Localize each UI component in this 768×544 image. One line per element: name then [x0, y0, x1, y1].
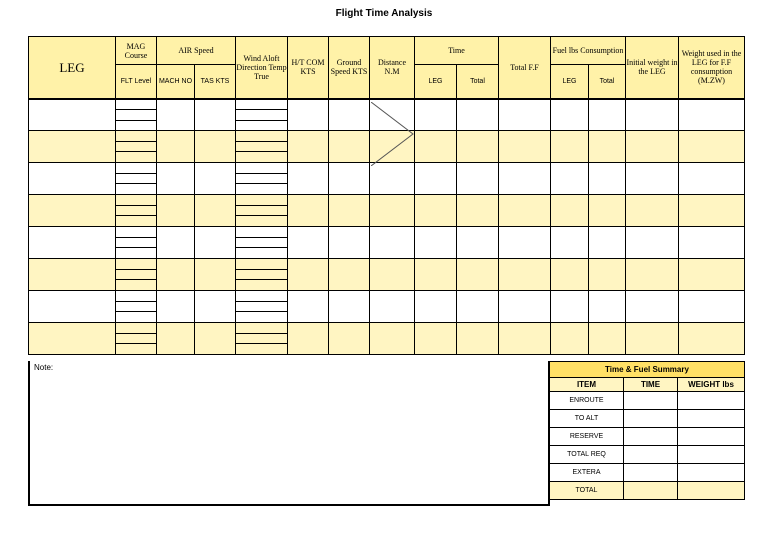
leg-cell[interactable] — [29, 291, 116, 323]
leg-cell[interactable] — [116, 163, 157, 195]
leg-cell[interactable] — [457, 291, 499, 323]
note-label: Note: — [34, 363, 54, 372]
leg-row — [29, 259, 745, 291]
leg-row — [29, 195, 745, 227]
leg-row — [29, 99, 745, 131]
leg-cell[interactable] — [551, 99, 589, 131]
header-fuel-leg: LEG — [551, 65, 589, 99]
leg-cell[interactable] — [116, 259, 157, 291]
leg-cell[interactable] — [329, 163, 370, 195]
leg-cell[interactable] — [116, 195, 157, 227]
leg-cell[interactable] — [551, 131, 589, 163]
summary-col-time: TIME — [624, 378, 678, 392]
leg-row — [29, 163, 745, 195]
leg-cell[interactable] — [288, 195, 329, 227]
leg-cell[interactable] — [457, 259, 499, 291]
leg-cell[interactable] — [157, 99, 195, 131]
summary-time-cell[interactable] — [624, 482, 678, 500]
leg-cell[interactable] — [499, 195, 551, 227]
leg-cell[interactable] — [288, 163, 329, 195]
leg-cell[interactable] — [589, 99, 626, 131]
leg-cell[interactable] — [157, 195, 195, 227]
leg-cell[interactable] — [370, 227, 415, 259]
leg-cell[interactable] — [329, 195, 370, 227]
leg-cell[interactable] — [499, 323, 551, 355]
leg-cell[interactable] — [415, 131, 457, 163]
leg-cell[interactable] — [457, 227, 499, 259]
summary-weight-cell[interactable] — [678, 392, 745, 410]
leg-cell[interactable] — [236, 227, 288, 259]
header-time-total: Total — [457, 65, 499, 99]
leg-cell[interactable] — [626, 99, 679, 131]
leg-cell[interactable] — [415, 163, 457, 195]
leg-cell[interactable] — [589, 227, 626, 259]
leg-cell[interactable] — [195, 323, 236, 355]
header-air-speed: AIR Speed — [157, 37, 236, 65]
page-title: Flight Time Analysis — [335, 8, 433, 19]
header-time: Time — [415, 37, 499, 65]
flight-time-table — [28, 36, 745, 355]
leg-cell[interactable] — [195, 131, 236, 163]
header-ht-com: H/T COM KTS — [288, 37, 329, 99]
leg-cell[interactable] — [157, 323, 195, 355]
leg-cell[interactable] — [679, 99, 745, 131]
leg-cell[interactable] — [157, 259, 195, 291]
summary-item-label: TOTAL REQ — [550, 446, 624, 464]
leg-cell[interactable] — [195, 195, 236, 227]
header-wind-aloft: Wind Aloft Direction Temp True — [236, 37, 288, 99]
leg-cell[interactable] — [370, 259, 415, 291]
leg-cell[interactable] — [116, 99, 157, 131]
leg-cell[interactable] — [288, 291, 329, 323]
leg-cell[interactable] — [589, 195, 626, 227]
leg-row — [29, 131, 745, 163]
leg-cell[interactable] — [29, 99, 116, 131]
summary-rows — [550, 392, 745, 500]
leg-cell[interactable] — [329, 99, 370, 131]
leg-cell[interactable] — [457, 131, 499, 163]
summary-item-label: ENROUTE — [550, 392, 624, 410]
leg-row — [29, 227, 745, 259]
leg-row — [29, 291, 745, 323]
leg-cell[interactable] — [679, 131, 745, 163]
leg-cell[interactable] — [589, 291, 626, 323]
summary-row — [550, 410, 745, 428]
leg-cell[interactable] — [29, 323, 116, 355]
summary-row — [550, 446, 745, 464]
leg-cell[interactable] — [415, 323, 457, 355]
summary-row — [550, 482, 745, 500]
leg-rows — [29, 99, 745, 355]
summary-item-label: RESERVE — [550, 428, 624, 446]
summary-col-weight: WEIGHT lbs — [678, 378, 745, 392]
leg-cell[interactable] — [415, 291, 457, 323]
leg-cell[interactable] — [329, 131, 370, 163]
leg-cell[interactable] — [236, 131, 288, 163]
leg-cell[interactable] — [589, 163, 626, 195]
leg-cell[interactable] — [288, 227, 329, 259]
summary-time-cell[interactable] — [624, 464, 678, 482]
leg-cell[interactable] — [499, 227, 551, 259]
summary-time-cell[interactable] — [624, 428, 678, 446]
header-leg: LEG — [29, 37, 116, 99]
header-mach-no: MACH NO — [157, 65, 195, 99]
leg-cell[interactable] — [370, 131, 415, 163]
leg-cell[interactable] — [29, 195, 116, 227]
leg-cell[interactable] — [551, 195, 589, 227]
leg-cell[interactable] — [236, 259, 288, 291]
leg-row — [29, 323, 745, 355]
summary-weight-cell[interactable] — [678, 428, 745, 446]
leg-cell[interactable] — [195, 227, 236, 259]
leg-cell[interactable] — [551, 259, 589, 291]
leg-cell[interactable] — [236, 163, 288, 195]
leg-cell[interactable] — [329, 291, 370, 323]
leg-cell[interactable] — [499, 99, 551, 131]
leg-cell[interactable] — [116, 227, 157, 259]
leg-cell[interactable] — [551, 291, 589, 323]
leg-cell[interactable] — [195, 259, 236, 291]
leg-cell[interactable] — [551, 227, 589, 259]
summary-weight-cell[interactable] — [678, 464, 745, 482]
leg-cell[interactable] — [457, 99, 499, 131]
leg-cell[interactable] — [499, 131, 551, 163]
leg-cell[interactable] — [157, 131, 195, 163]
leg-cell[interactable] — [370, 195, 415, 227]
leg-cell[interactable] — [457, 323, 499, 355]
leg-cell[interactable] — [589, 131, 626, 163]
leg-cell[interactable] — [370, 323, 415, 355]
summary-row — [550, 392, 745, 410]
leg-cell[interactable] — [415, 227, 457, 259]
leg-cell[interactable] — [195, 99, 236, 131]
leg-cell[interactable] — [679, 195, 745, 227]
leg-cell[interactable] — [415, 195, 457, 227]
leg-cell[interactable] — [29, 131, 116, 163]
header-initial-weight: Initial weight in the LEG — [626, 37, 679, 99]
leg-cell[interactable] — [288, 259, 329, 291]
leg-cell[interactable] — [370, 291, 415, 323]
leg-cell[interactable] — [195, 163, 236, 195]
leg-cell[interactable] — [288, 131, 329, 163]
summary-time-cell[interactable] — [624, 392, 678, 410]
leg-cell[interactable] — [370, 163, 415, 195]
header-fuel-consumption: Fuel lbs Consumption — [551, 37, 626, 65]
leg-cell[interactable] — [329, 259, 370, 291]
leg-cell[interactable] — [29, 227, 116, 259]
summary-time-cell[interactable] — [624, 446, 678, 464]
time-fuel-summary — [549, 361, 745, 500]
leg-cell[interactable] — [116, 131, 157, 163]
leg-cell[interactable] — [157, 163, 195, 195]
leg-cell[interactable] — [236, 291, 288, 323]
leg-cell[interactable] — [679, 291, 745, 323]
leg-cell[interactable] — [236, 195, 288, 227]
summary-time-cell[interactable] — [624, 410, 678, 428]
leg-cell[interactable] — [499, 259, 551, 291]
leg-cell[interactable] — [626, 163, 679, 195]
leg-cell[interactable] — [415, 259, 457, 291]
leg-cell[interactable] — [329, 227, 370, 259]
leg-cell[interactable] — [626, 195, 679, 227]
leg-cell[interactable] — [236, 323, 288, 355]
header-weight-used: Weight used in the LEG for F.F consumption (M.ZW) — [679, 37, 745, 99]
header-tas-kts: TAS KTS — [195, 65, 236, 99]
leg-cell[interactable] — [626, 323, 679, 355]
leg-cell[interactable] — [589, 259, 626, 291]
leg-cell[interactable] — [626, 227, 679, 259]
leg-cell[interactable] — [116, 323, 157, 355]
leg-cell[interactable] — [551, 323, 589, 355]
summary-weight-cell[interactable] — [678, 482, 745, 500]
summary-item-label: TOTAL — [550, 482, 624, 500]
leg-cell[interactable] — [157, 291, 195, 323]
leg-cell[interactable] — [370, 99, 415, 131]
leg-cell[interactable] — [679, 227, 745, 259]
leg-cell[interactable] — [626, 291, 679, 323]
note-area[interactable] — [28, 361, 550, 506]
leg-cell[interactable] — [195, 291, 236, 323]
leg-cell[interactable] — [679, 323, 745, 355]
header-total-ff: Total F.F — [499, 37, 551, 99]
summary-col-item: ITEM — [550, 378, 624, 392]
summary-item-label: EXTERA — [550, 464, 624, 482]
leg-cell[interactable] — [288, 99, 329, 131]
header-flt-level: FLT Level — [116, 65, 157, 99]
summary-item-label: TO ALT — [550, 410, 624, 428]
leg-cell[interactable] — [679, 163, 745, 195]
leg-cell[interactable] — [626, 259, 679, 291]
leg-cell[interactable] — [29, 163, 116, 195]
leg-cell[interactable] — [457, 163, 499, 195]
header-mag-course: MAG Course — [116, 37, 157, 65]
leg-cell[interactable] — [589, 323, 626, 355]
leg-cell[interactable] — [236, 99, 288, 131]
summary-weight-cell[interactable] — [678, 410, 745, 428]
leg-cell[interactable] — [29, 259, 116, 291]
summary-row — [550, 428, 745, 446]
header-fuel-total: Total — [589, 65, 626, 99]
leg-cell[interactable] — [499, 291, 551, 323]
leg-cell[interactable] — [415, 99, 457, 131]
summary-weight-cell[interactable] — [678, 446, 745, 464]
header-time-leg: LEG — [415, 65, 457, 99]
leg-cell[interactable] — [551, 163, 589, 195]
leg-cell[interactable] — [626, 131, 679, 163]
header-distance: Distance N.M — [370, 37, 415, 99]
summary-title: Time & Fuel Summary — [550, 362, 745, 378]
leg-cell[interactable] — [288, 323, 329, 355]
leg-cell[interactable] — [116, 291, 157, 323]
summary-row — [550, 464, 745, 482]
leg-cell[interactable] — [679, 259, 745, 291]
leg-cell[interactable] — [157, 227, 195, 259]
header-ground-speed: Ground Speed KTS — [329, 37, 370, 99]
leg-cell[interactable] — [329, 323, 370, 355]
leg-cell[interactable] — [499, 163, 551, 195]
leg-cell[interactable] — [457, 195, 499, 227]
